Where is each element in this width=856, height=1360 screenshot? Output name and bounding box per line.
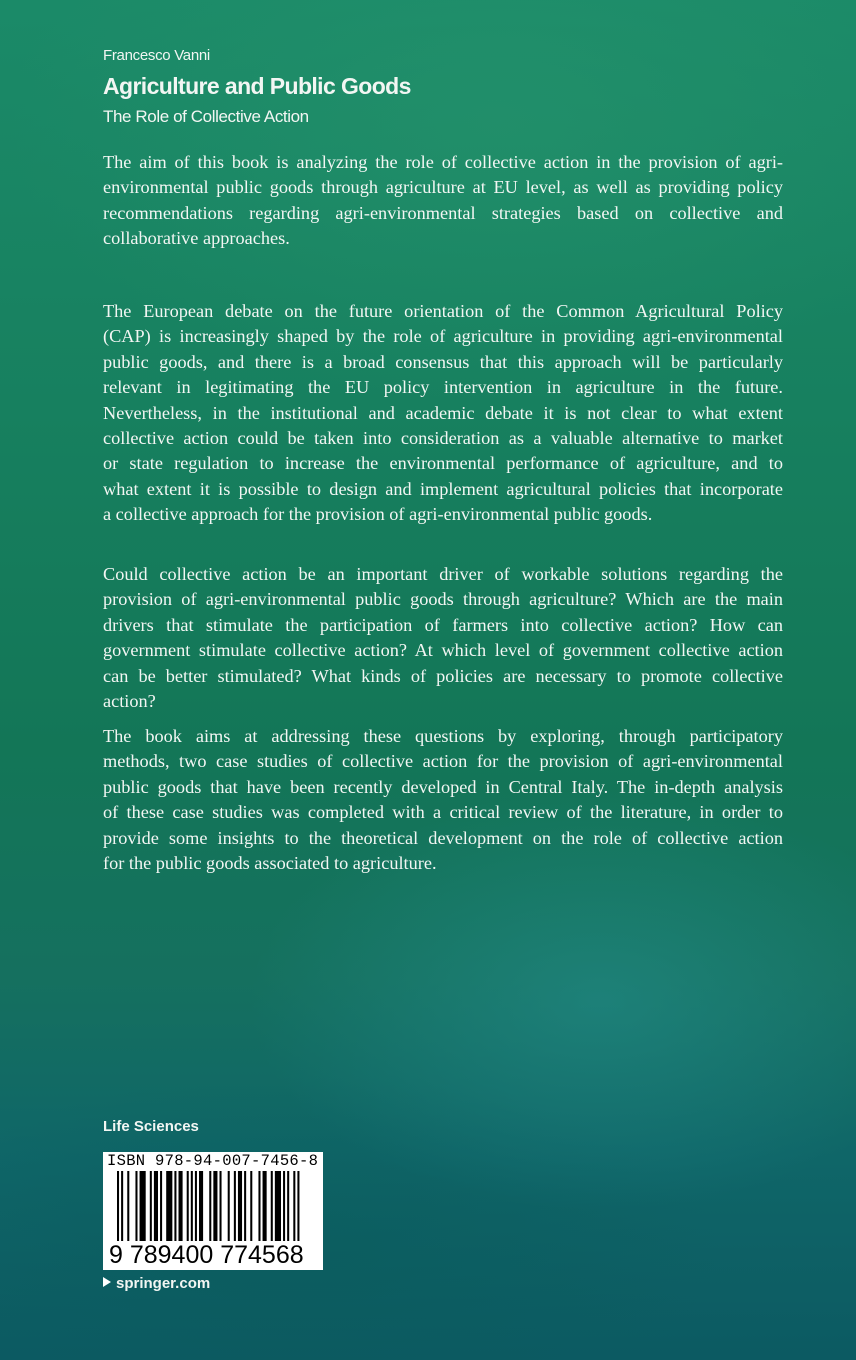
text-line: relevant in legitimating the EU policy intervention in agriculture in the future. — [103, 377, 783, 398]
barcode-bar — [297, 1171, 299, 1241]
text-line: (CAP) is increasingly shaped by the role of agriculture in providing agri-environmental — [103, 326, 783, 347]
text-line: action? — [103, 691, 156, 712]
barcode-bars — [103, 1171, 323, 1241]
barcode-bar — [234, 1171, 236, 1241]
approach-paragraph — [103, 724, 783, 876]
barcode-bar — [258, 1171, 260, 1241]
text-line: collective action could be taken into consideration as a valuable alternative to market — [103, 428, 783, 449]
book-title: Agriculture and Public Goods — [103, 73, 411, 99]
text-line: methods, two case studies of collective action for the provision of agri-environmental — [103, 751, 783, 772]
barcode-bar — [228, 1171, 230, 1241]
barcode-bar — [117, 1171, 119, 1241]
barcode-bar — [187, 1171, 189, 1241]
barcode-digits: 9 789400 774568 — [109, 1241, 304, 1269]
text-line: or state regulation to increase the environmental performance of agriculture, and to — [103, 453, 783, 474]
blurb-paragraph — [103, 150, 783, 252]
description-paragraph — [103, 299, 783, 528]
text-line: recommendations regarding agri-environmental strategies based on collective and — [103, 202, 783, 223]
barcode-bar — [150, 1171, 152, 1241]
barcode-bar — [238, 1171, 242, 1241]
text-line: The European debate on the future orientation of the Common Agricultural Policy — [103, 301, 783, 321]
text-line: for the public goods associated to agriculture. — [103, 853, 437, 874]
barcode-bar — [121, 1171, 123, 1241]
text-line: government stimulate collective action? At which level of government collective action — [103, 640, 783, 661]
author-name: Francesco Vanni — [103, 47, 210, 64]
barcode-bar — [140, 1171, 146, 1241]
text-line: what extent it is possible to design and implement agricultural policies that incorporate — [103, 478, 783, 499]
text-line: a collective approach for the provision of agri-environmental public goods. — [103, 504, 653, 525]
text-line: collaborative approaches. — [103, 228, 290, 249]
isbn-barcode — [103, 1152, 323, 1270]
barcode-bar — [244, 1171, 246, 1241]
text-line: Nevertheless, in the institutional and academic debate it is not clear to what extent — [103, 402, 783, 423]
barcode-bar — [191, 1171, 193, 1241]
text-line: The book aims at addressing these questions by exploring, through participatory — [103, 726, 783, 746]
text-line: public goods, and there is a broad consensus that this approach will be particularly — [103, 351, 783, 372]
text-line: The aim of this book is analyzing the role of collective action in the provision of agri- — [103, 152, 783, 172]
text-line: drivers that stimulate the participation of farmers into collective action? How can — [103, 614, 783, 635]
arrow-right-icon — [103, 1277, 111, 1287]
series-label: Life Sciences — [103, 1118, 199, 1135]
barcode-bar — [195, 1171, 197, 1241]
barcode-bar — [275, 1171, 281, 1241]
barcode-bar — [263, 1171, 267, 1241]
text-line: environmental public goods through agriculture at EU level, as well as providing policy — [103, 177, 783, 198]
barcode-bar — [160, 1171, 162, 1241]
isbn-label: ISBN 978-94-007-7456-8 — [107, 1152, 319, 1170]
barcode-bar — [154, 1171, 158, 1241]
barcode-bar — [135, 1171, 137, 1241]
barcode-bar — [283, 1171, 285, 1241]
barcode-bar — [220, 1171, 222, 1241]
barcode-bar — [293, 1171, 295, 1241]
barcode-bar — [213, 1171, 217, 1241]
barcode-bar — [127, 1171, 129, 1241]
barcode-bar — [209, 1171, 211, 1241]
questions-paragraph — [103, 562, 783, 714]
barcode-bar — [287, 1171, 289, 1241]
text-line: provision of agri-environmental public goods through agriculture? Which are the main — [103, 589, 783, 610]
publisher-link[interactable] — [103, 1275, 210, 1292]
publisher-link-text: springer.com — [116, 1275, 211, 1292]
barcode-bar — [179, 1171, 183, 1241]
text-line: public goods that have been recently developed in Central Italy. The in-depth analysis — [103, 776, 783, 797]
barcode-bar — [271, 1171, 273, 1241]
book-subtitle: The Role of Collective Action — [103, 107, 309, 126]
barcode-bar — [250, 1171, 252, 1241]
text-line: provide some insights to the theoretical development on the role of collective action — [103, 827, 783, 848]
text-line: Could collective action be an important driver of workable solutions regarding the — [103, 564, 783, 584]
text-line: of these case studies was completed with a critical review of the literature, in order to — [103, 802, 783, 823]
barcode-bar — [166, 1171, 172, 1241]
barcode-bar — [199, 1171, 203, 1241]
text-line: can be better stimulated? What kinds of policies are necessary to promote collective — [103, 665, 783, 686]
barcode-bar — [174, 1171, 176, 1241]
